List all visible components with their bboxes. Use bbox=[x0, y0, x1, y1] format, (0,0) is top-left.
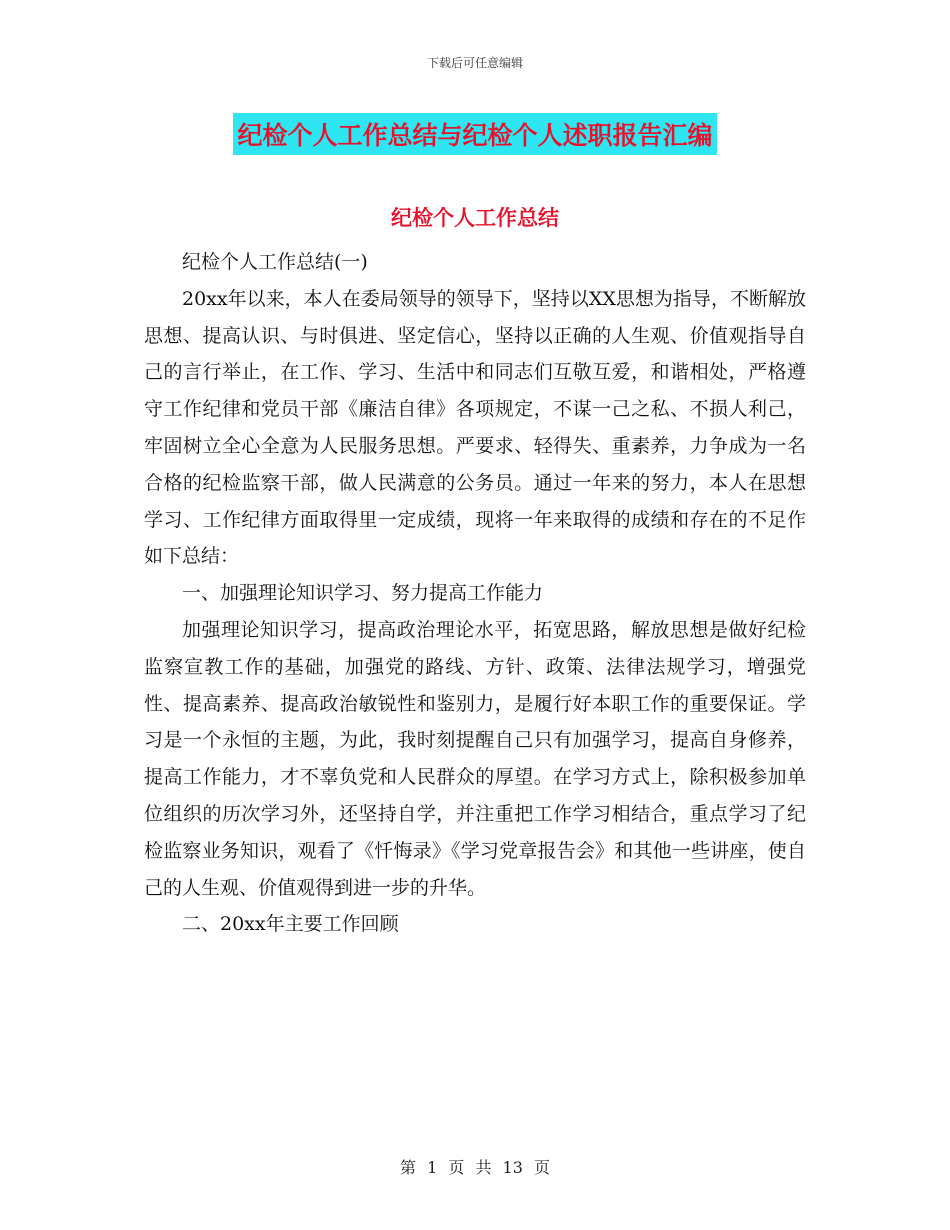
header-note: 下载后可任意编辑 bbox=[426, 56, 523, 70]
paragraph-intro: 20xx年以来，本人在委局领导的领导下，坚持以XX思想为指导，不断解放思想、提高认识、与时俱进、坚定信心，坚持以正确的人生观、价值观指导自己的言行举止，在工作、学习、生活中和同志们互敬互爱，和谐相处，严格遵守工作纪律和党员干部《廉洁自律》各项规定，不谋一己之私、不损人利己，牢固树立全心全意为人民服务思想。严要求、轻得失、重素养，力争成为一名合格的纪检监察干部，做人民满意的公务员。通过一年来的努力，本人在思想学习、工作纪律方面取得里一定成绩，现将一年来取得的成绩和存在的不足作如下总结： bbox=[144, 287, 806, 568]
paragraph-heading-1: 纪检个人工作总结(一) bbox=[182, 251, 368, 273]
body-text bbox=[144, 244, 806, 943]
paragraph-heading-3: 二、20xx年主要工作回顾 bbox=[182, 913, 399, 936]
section-title: 纪检个人工作总结 bbox=[391, 206, 559, 230]
page-footer: 第 1 页 共 13 页 bbox=[400, 1158, 550, 1177]
main-title-wrap bbox=[0, 113, 950, 155]
paragraph-heading-2: 一、加强理论知识学习、努力提高工作能力 bbox=[182, 582, 544, 605]
paragraph-study: 加强理论知识学习，提高政治理论水平，拓宽思路，解放思想是做好纪检监察宣教工作的基础，加强党的路线、方针、政策、法律法规学习，增强党性、提高素养、提高政治敏锐性和鉴别力，是履行好本职工作的重要保证。学习是一个永恒的主题，为此，我时刻提醒自己只有加强学习，提高自身修养，提高工作能力，才不辜负党和人民群众的厚望。在学习方式上，除积极参加单位组织的历次学习外，还坚持自学，并注重把工作学习相结合，重点学习了纪检监察业务知识，观看了《忏悔录》《学习党章报告会》和其他一些讲座，使自己的人生观、价值观得到进一步的升华。 bbox=[144, 618, 806, 899]
main-title: 纪检个人工作总结与纪检个人述职报告汇编 bbox=[233, 113, 716, 155]
